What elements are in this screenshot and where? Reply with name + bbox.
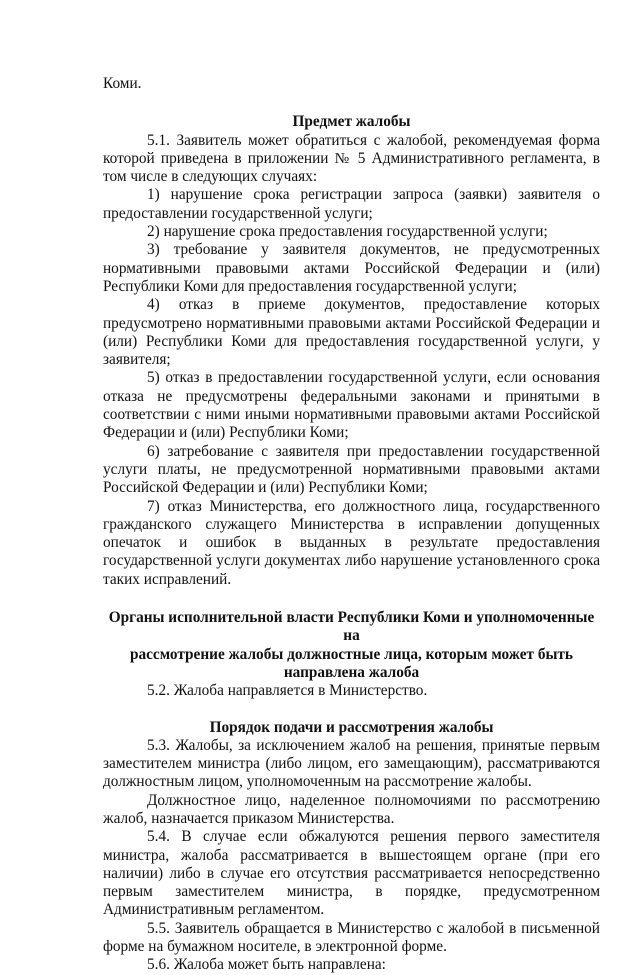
paragraph-official: Должностное лицо, наделенное полномочиями по рассмотрению жалоб, назначается приказом Министерства. (103, 791, 600, 827)
list-item-5: 5) отказ в предоставлении государственной услуги, если основания отказа не предусмотрены федеральными законами и принятыми в соответствии с ними иными нормативными правовыми актами Российской Федерации и (или) Республики Коми; (103, 369, 600, 442)
section-heading-authorities-line-3: направлена жалоба (283, 663, 420, 681)
list-item-2: 2) нарушение срока предоставления государственной услуги; (147, 223, 548, 241)
paragraph-5-4: 5.4. В случае если обжалуются решения первого заместителя министра, жалоба рассматривается в вышестоящем органе (при его наличии) либо в случае его отсутствия рассматривается непосредственно первым заместителем министра, в порядке, предусмотренном Административным регламентом. (103, 828, 600, 919)
section-heading-authorities-line-1: Органы исполнительной власти Республики Коми и уполномоченные на (108, 609, 595, 645)
document-body (103, 75, 600, 975)
list-item-1: 1) нарушение срока регистрации запроса (заявки) заявителя о предоставлении государственной услуги; (103, 186, 600, 222)
paragraph-5-1: 5.1. Заявитель может обратиться с жалобой, рекомендуемая форма которой приведена в приложении № 5 Административного регламента, в том числе в следующих случаях: (103, 131, 600, 186)
list-item-4: 4) отказ в приеме документов, предоставление которых предусмотрено нормативными правовыми актами Российской Федерации и (или) Республики Коми для предоставления государственной услуги, у заявителя; (103, 296, 600, 369)
paragraph-5-2: 5.2. Жалоба направляется в Министерство. (147, 682, 428, 700)
section-heading-authorities-line-2: рассмотрение жалобы должностные лица, которым может быть (129, 645, 574, 663)
list-item-6: 6) затребование с заявителя при предоставлении государственной услуги платы, не предусмотренной нормативными правовыми актами Российской Федерации и (или) Республики Коми; (103, 442, 600, 497)
paragraph-5-5: 5.5. Заявитель обращается в Министерство с жалобой в письменной форме на бумажном носителе, в электронной форме. (103, 919, 600, 956)
lead-line: Коми. (103, 75, 142, 92)
list-item-7: 7) отказ Министерства, его должностного лица, государственного гражданского служащего Министерства в исправлении допущенных опечаток и ошибок в выданных в результате предоставления государственной услуги документах либо нарушение установленного срока таких исправлений. (103, 497, 600, 588)
list-item-3: 3) требование у заявителя документов, не предусмотренных нормативными правовыми актами Российской Федерации и (или) Республики Коми для предоставления государственной услуги; (103, 241, 600, 295)
section-heading-authorities (103, 609, 600, 682)
paragraph-5-6: 5.6. Жалоба может быть направлена: (147, 956, 386, 974)
section-heading-procedure: Порядок подачи и рассмотрения жалобы (209, 718, 494, 736)
section-heading-complaint-subject: Предмет жалобы (292, 113, 411, 131)
paragraph-5-3: 5.3. Жалобы, за исключением жалоб на решения, принятые первым заместителем министра (либо лицом, его замещающим), рассматриваются должностным лицом, уполномоченным на рассмотрение жалобы. (103, 736, 600, 791)
